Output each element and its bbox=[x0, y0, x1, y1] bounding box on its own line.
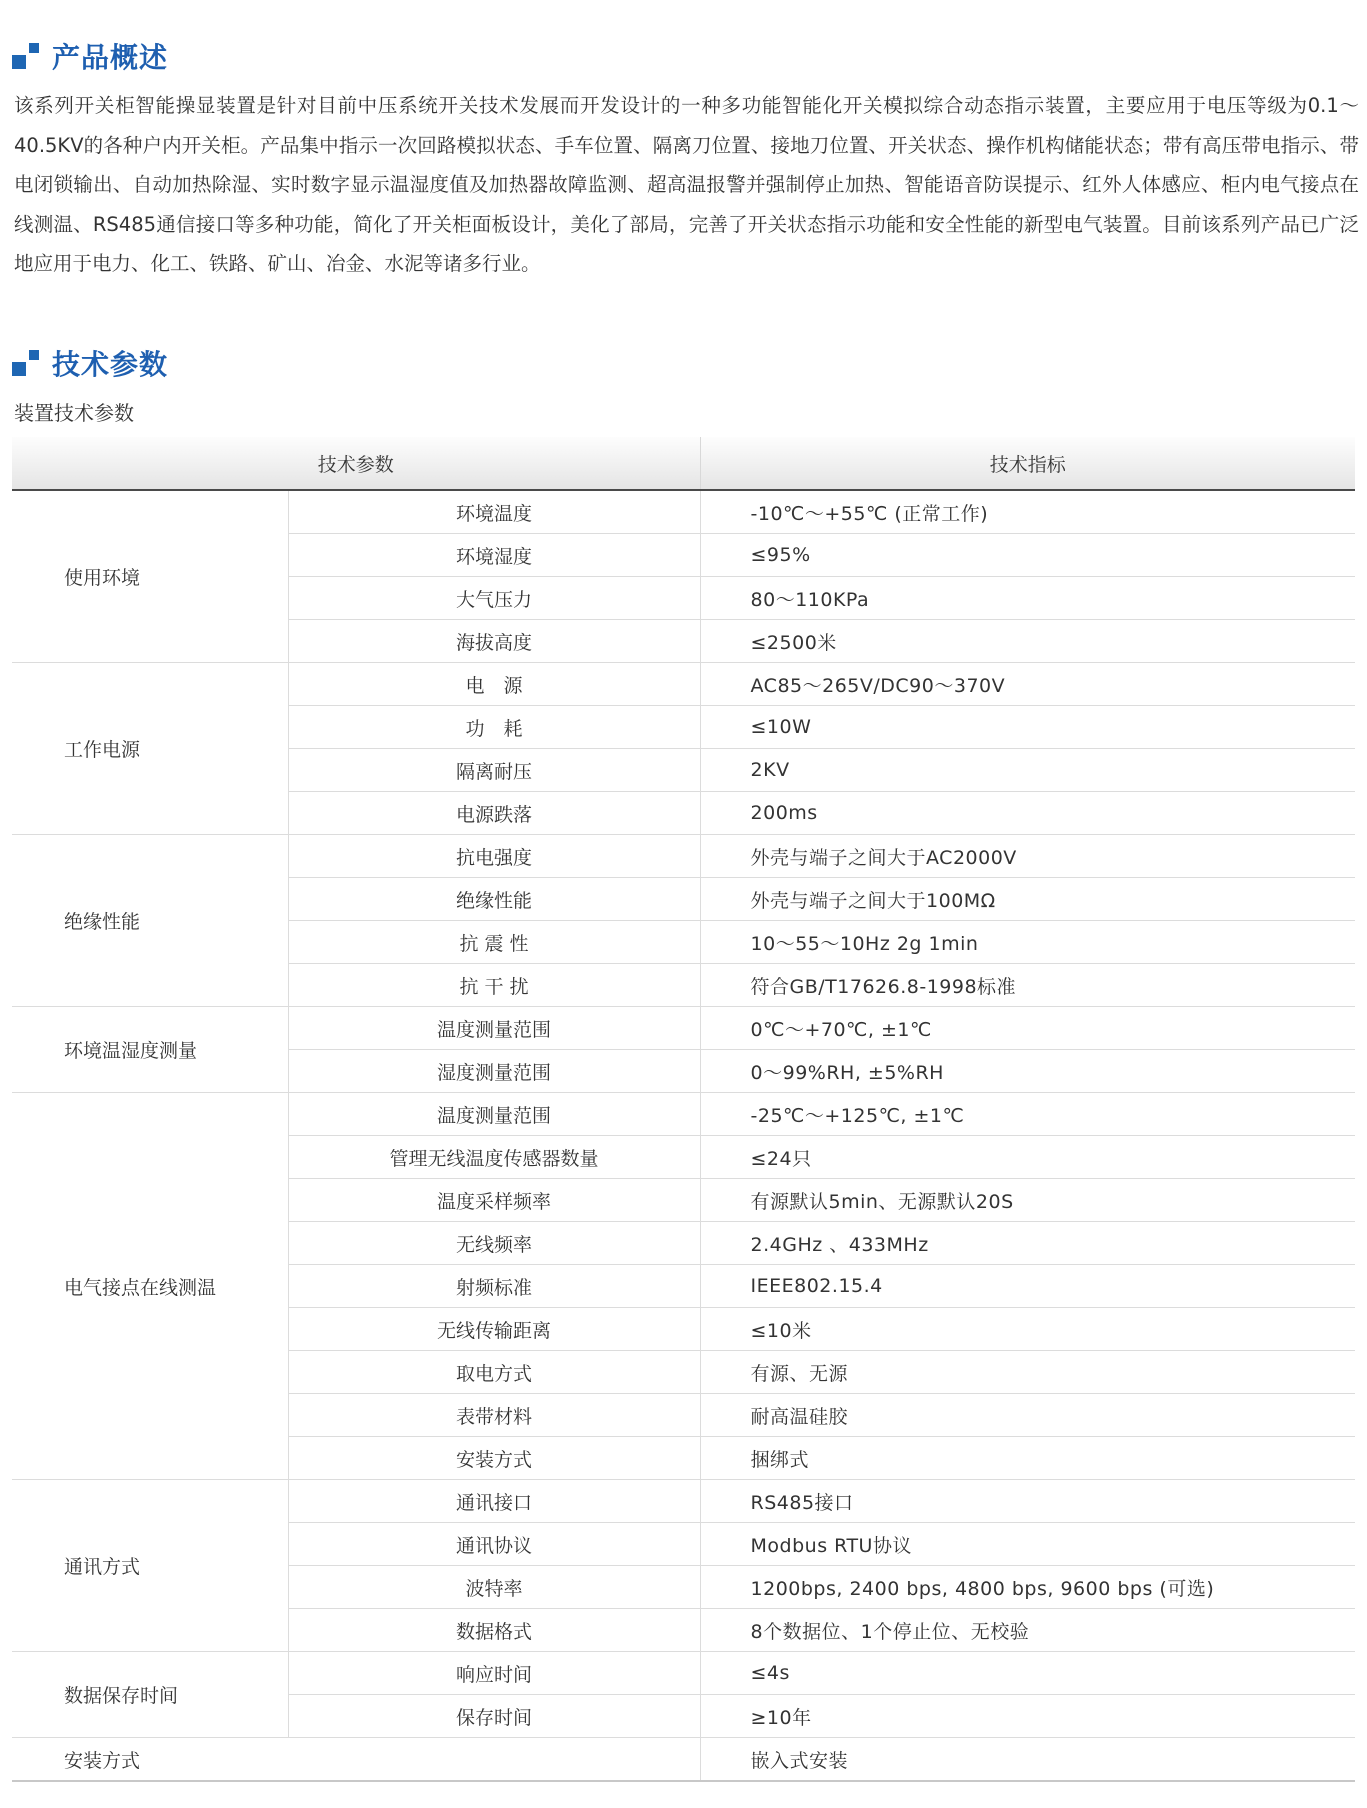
value-cell: ≤24只 bbox=[700, 1136, 1355, 1179]
param-cell: 温度测量范围 bbox=[288, 1093, 700, 1136]
table-row bbox=[12, 1480, 1355, 1523]
value-cell: 符合GB/T17626.8-1998标准 bbox=[700, 964, 1355, 1007]
group-label: 绝缘性能 bbox=[12, 835, 288, 1007]
param-cell: 温度采样频率 bbox=[288, 1179, 700, 1222]
table-row bbox=[12, 835, 1355, 878]
value-cell: 2KV bbox=[700, 749, 1355, 792]
param-cell: 绝缘性能 bbox=[288, 878, 700, 921]
spec-table bbox=[12, 437, 1355, 1782]
param-cell: 波特率 bbox=[288, 1566, 700, 1609]
param-cell: 抗 震 性 bbox=[288, 921, 700, 964]
value-cell: 80～110KPa bbox=[700, 577, 1355, 620]
value-cell: -10℃～+55℃ (正常工作) bbox=[700, 490, 1355, 534]
param-cell: 电源跌落 bbox=[288, 792, 700, 835]
param-cell: 海拔高度 bbox=[288, 620, 700, 663]
param-cell: 抗 干 扰 bbox=[288, 964, 700, 1007]
value-cell: 外壳与端子之间大于100MΩ bbox=[700, 878, 1355, 921]
value-cell: 10～55～10Hz 2g 1min bbox=[700, 921, 1355, 964]
value-cell: ≤4s bbox=[700, 1652, 1355, 1695]
value-cell: 捆绑式 bbox=[700, 1437, 1355, 1480]
overview-paragraph: 该系列开关柜智能操显装置是针对目前中压系统开关技术发展而开发设计的一种多功能智能化开关模拟综合动态指示装置，主要应用于电压等级为0.1～40.5KV的各种户内开关柜。产品集中指示一次回路模拟状态、手车位置、隔离刀位置、接地刀位置、开关状态、操作机构储能状态；带有高压带电指示、带电闭锁输出、自动加热除湿、实时数字显示温湿度值及加热器故障监测、超高温报警并强制停止加热、智能语音防误提示、红外人体感应、柜内电气接点在线测温、RS485通信接口等多种功能，简化了开关柜面板设计，美化了部局，完善了开关状态指示功能和安全性能的新型电气装置。目前该系列产品已广泛地应用于电力、化工、铁路、矿山、冶金、水泥等诸多行业。 bbox=[14, 94, 1359, 275]
value-cell: Modbus RTU协议 bbox=[700, 1523, 1355, 1566]
param-cell: 无线频率 bbox=[288, 1222, 700, 1265]
value-cell: 2.4GHz 、433MHz bbox=[700, 1222, 1355, 1265]
table-row bbox=[12, 490, 1355, 534]
value-cell: ≤95% bbox=[700, 534, 1355, 577]
value-cell: 耐高温硅胶 bbox=[700, 1394, 1355, 1437]
table-row bbox=[12, 1652, 1355, 1695]
overview-heading bbox=[12, 36, 168, 76]
group-label: 电气接点在线测温 bbox=[12, 1093, 288, 1480]
param-cell: 湿度测量范围 bbox=[288, 1050, 700, 1093]
value-cell: AC85～265V/DC90～370V bbox=[700, 663, 1355, 706]
param-cell: 响应时间 bbox=[288, 1652, 700, 1695]
spec-table-body bbox=[12, 490, 1355, 1781]
param-cell: 射频标准 bbox=[288, 1265, 700, 1308]
value-cell: 有源默认5min、无源默认20S bbox=[700, 1179, 1355, 1222]
param-cell: 电 源 bbox=[288, 663, 700, 706]
table-row bbox=[12, 663, 1355, 706]
param-cell: 功 耗 bbox=[288, 706, 700, 749]
param-cell: 数据格式 bbox=[288, 1609, 700, 1652]
group-label: 环境温湿度测量 bbox=[12, 1007, 288, 1093]
param-cell: 通讯接口 bbox=[288, 1480, 700, 1523]
table-row bbox=[12, 1738, 1355, 1782]
param-cell: 环境湿度 bbox=[288, 534, 700, 577]
value-cell: ≤10W bbox=[700, 706, 1355, 749]
blue-square-icon bbox=[12, 41, 42, 71]
param-cell: 温度测量范围 bbox=[288, 1007, 700, 1050]
param-cell: 抗电强度 bbox=[288, 835, 700, 878]
value-cell: RS485接口 bbox=[700, 1480, 1355, 1523]
param-cell: 通讯协议 bbox=[288, 1523, 700, 1566]
value-cell: ≤10米 bbox=[700, 1308, 1355, 1351]
tech-heading bbox=[12, 343, 168, 383]
tech-title: 技术参数 bbox=[52, 348, 169, 381]
value-cell: ≥10年 bbox=[700, 1695, 1355, 1738]
param-cell: 安装方式 bbox=[288, 1437, 700, 1480]
param-cell: 保存时间 bbox=[288, 1695, 700, 1738]
value-cell: ≤2500米 bbox=[700, 620, 1355, 663]
value-cell: IEEE802.15.4 bbox=[700, 1265, 1355, 1308]
param-cell: 取电方式 bbox=[288, 1351, 700, 1394]
value-cell: 有源、无源 bbox=[700, 1351, 1355, 1394]
group-label: 通讯方式 bbox=[12, 1480, 288, 1652]
table-header-row bbox=[12, 437, 1355, 490]
param-cell: 环境温度 bbox=[288, 490, 700, 534]
header-value: 技术指标 bbox=[700, 437, 1355, 490]
value-cell: -25℃～+125℃, ±1℃ bbox=[700, 1093, 1355, 1136]
value-cell: 嵌入式安装 bbox=[700, 1738, 1355, 1782]
group-label: 使用环境 bbox=[12, 490, 288, 663]
param-cell: 表带材料 bbox=[288, 1394, 700, 1437]
param-cell: 隔离耐压 bbox=[288, 749, 700, 792]
group-label: 工作电源 bbox=[12, 663, 288, 835]
param-cell: 无线传输距离 bbox=[288, 1308, 700, 1351]
table-row bbox=[12, 1007, 1355, 1050]
value-cell: 8个数据位、1个停止位、无校验 bbox=[700, 1609, 1355, 1652]
overview-title: 产品概述 bbox=[52, 41, 169, 74]
table-subtitle: 装置技术参数 bbox=[14, 401, 134, 425]
value-cell: 200ms bbox=[700, 792, 1355, 835]
group-label: 数据保存时间 bbox=[12, 1652, 288, 1738]
value-cell: 外壳与端子之间大于AC2000V bbox=[700, 835, 1355, 878]
param-cell: 大气压力 bbox=[288, 577, 700, 620]
table-row bbox=[12, 1093, 1355, 1136]
header-param: 技术参数 bbox=[12, 437, 700, 490]
param-cell: 管理无线温度传感器数量 bbox=[288, 1136, 700, 1179]
group-label: 安装方式 bbox=[12, 1738, 700, 1782]
value-cell: 0℃～+70℃, ±1℃ bbox=[700, 1007, 1355, 1050]
blue-square-icon bbox=[12, 348, 42, 378]
value-cell: 1200bps, 2400 bps, 4800 bps, 9600 bps (可选) bbox=[700, 1566, 1355, 1609]
value-cell: 0～99%RH, ±5%RH bbox=[700, 1050, 1355, 1093]
